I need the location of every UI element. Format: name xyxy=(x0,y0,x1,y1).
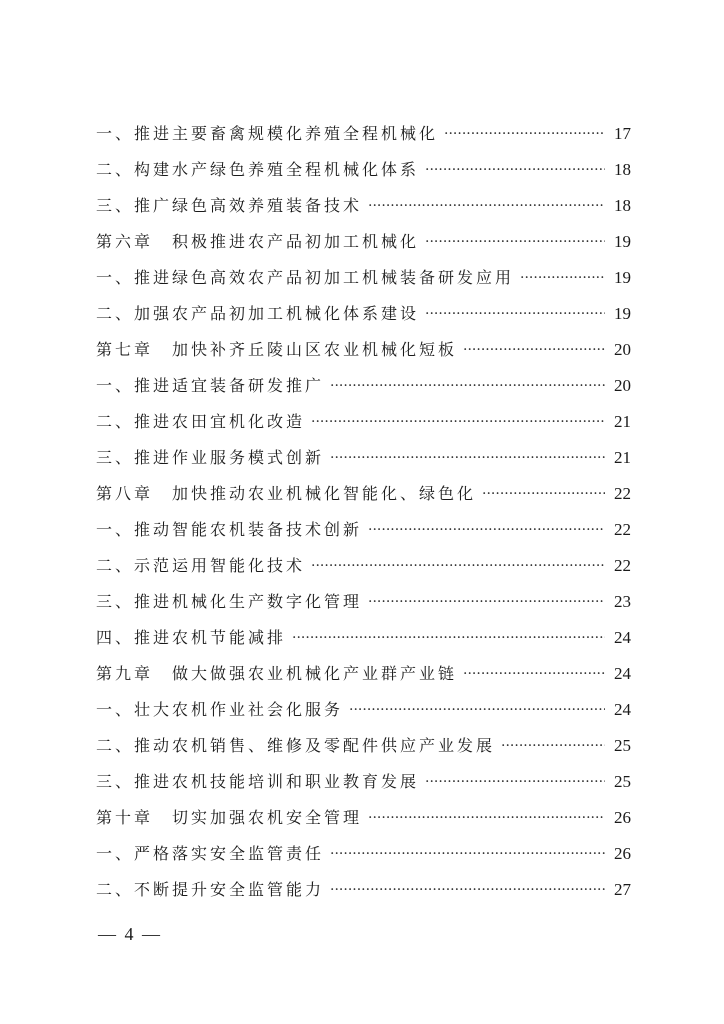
toc-page-number: 19 xyxy=(614,268,631,287)
toc-page-number: 26 xyxy=(614,844,631,863)
toc-page-number: 22 xyxy=(614,484,631,503)
toc-page-number: 21 xyxy=(614,412,631,431)
toc-section-entry[interactable] xyxy=(96,836,631,872)
toc-section-entry[interactable] xyxy=(96,512,631,548)
toc-entry-title: 一、推进主要畜禽规模化养殖全程机械化 xyxy=(96,124,439,143)
toc-dot-leader xyxy=(311,548,605,584)
toc-page-number: 20 xyxy=(614,376,631,395)
toc-page-number: 17 xyxy=(614,124,631,143)
toc-section-entry[interactable] xyxy=(96,584,631,620)
toc-page-number: 19 xyxy=(614,232,631,251)
toc-dot-leader xyxy=(349,692,605,728)
toc-section-entry[interactable] xyxy=(96,404,631,440)
toc-section-entry[interactable] xyxy=(96,152,631,188)
toc-section-entry[interactable] xyxy=(96,368,631,404)
toc-page-number: 27 xyxy=(614,880,631,899)
page-number: — 4 — xyxy=(98,924,162,944)
toc-entry-title: 三、推广绿色高效养殖装备技术 xyxy=(96,196,363,215)
toc-section-entry[interactable] xyxy=(96,116,631,152)
toc-entry-title: 三、推进机械化生产数字化管理 xyxy=(96,592,363,611)
toc-page-number: 20 xyxy=(614,340,631,359)
toc-dot-leader xyxy=(368,584,605,620)
toc-entry-title: 一、推进绿色高效农产品初加工机械装备研发应用 xyxy=(96,268,515,287)
toc-dot-leader xyxy=(463,656,605,692)
toc-page-number: 25 xyxy=(614,772,631,791)
toc-entry-title: 一、严格落实安全监管责任 xyxy=(96,844,325,863)
toc-chapter-entry[interactable] xyxy=(96,800,631,836)
toc-chapter-entry[interactable] xyxy=(96,332,631,368)
toc-entry-title: 三、推进作业服务模式创新 xyxy=(96,448,325,467)
toc-page-number: 21 xyxy=(614,448,631,467)
toc-entry-title: 一、推动智能农机装备技术创新 xyxy=(96,520,363,539)
toc-entry-title: 一、推进适宜装备研发推广 xyxy=(96,376,325,395)
toc-entry-title: 二、构建水产绿色养殖全程机械化体系 xyxy=(96,160,420,179)
toc-section-entry[interactable] xyxy=(96,260,631,296)
toc-chapter-entry[interactable] xyxy=(96,224,631,260)
toc-section-entry[interactable] xyxy=(96,872,631,908)
toc-dot-leader xyxy=(368,512,605,548)
toc-dot-leader xyxy=(368,188,605,224)
toc-entry-title: 第八章 加快推动农业机械化智能化、绿色化 xyxy=(96,484,477,503)
toc-entry-title: 二、推进农田宜机化改造 xyxy=(96,412,306,431)
toc-chapter-entry[interactable] xyxy=(96,476,631,512)
toc-page-number: 25 xyxy=(614,736,631,755)
toc-entry-title: 第十章 切实加强农机安全管理 xyxy=(96,808,363,827)
toc-dot-leader xyxy=(330,368,605,404)
toc-entry-title: 二、不断提升安全监管能力 xyxy=(96,880,325,899)
toc-dot-leader xyxy=(463,332,605,368)
toc-section-entry[interactable] xyxy=(96,188,631,224)
toc-page-number: 18 xyxy=(614,196,631,215)
toc-dot-leader xyxy=(330,836,605,872)
toc-entry-title: 第七章 加快补齐丘陵山区农业机械化短板 xyxy=(96,340,458,359)
toc-section-entry[interactable] xyxy=(96,548,631,584)
toc-entry-title: 第九章 做大做强农业机械化产业群产业链 xyxy=(96,664,458,683)
toc-section-entry[interactable] xyxy=(96,692,631,728)
toc-dot-leader xyxy=(292,620,605,656)
toc-entry-title: 第六章 积极推进农产品初加工机械化 xyxy=(96,232,420,251)
toc-section-entry[interactable] xyxy=(96,764,631,800)
toc-dot-leader xyxy=(425,296,605,332)
toc-dot-leader xyxy=(444,116,605,152)
toc-page-number: 22 xyxy=(614,556,631,575)
toc-dot-leader xyxy=(520,260,605,296)
toc-entry-title: 二、加强农产品初加工机械化体系建设 xyxy=(96,304,420,323)
table-of-contents xyxy=(96,116,631,908)
toc-page-number: 19 xyxy=(614,304,631,323)
toc-entry-title: 二、示范运用智能化技术 xyxy=(96,556,306,575)
toc-page-number: 18 xyxy=(614,160,631,179)
toc-dot-leader xyxy=(482,476,605,512)
toc-dot-leader xyxy=(425,764,605,800)
toc-section-entry[interactable] xyxy=(96,440,631,476)
toc-dot-leader xyxy=(501,728,605,764)
toc-page-number: 24 xyxy=(614,700,631,719)
toc-page-number: 22 xyxy=(614,520,631,539)
toc-entry-title: 一、壮大农机作业社会化服务 xyxy=(96,700,344,719)
toc-section-entry[interactable] xyxy=(96,728,631,764)
toc-chapter-entry[interactable] xyxy=(96,656,631,692)
toc-dot-leader xyxy=(425,152,605,188)
toc-entry-title: 四、推进农机节能减排 xyxy=(96,628,287,647)
toc-page-number: 26 xyxy=(614,808,631,827)
toc-entry-title: 三、推进农机技能培训和职业教育发展 xyxy=(96,772,420,791)
toc-dot-leader xyxy=(330,440,605,476)
toc-dot-leader xyxy=(368,800,605,836)
toc-entry-title: 二、推动农机销售、维修及零配件供应产业发展 xyxy=(96,736,496,755)
toc-dot-leader xyxy=(330,872,605,908)
toc-dot-leader xyxy=(311,404,605,440)
toc-section-entry[interactable] xyxy=(96,296,631,332)
toc-page-number: 24 xyxy=(614,628,631,647)
toc-section-entry[interactable] xyxy=(96,620,631,656)
toc-page-number: 23 xyxy=(614,592,631,611)
toc-page-number: 24 xyxy=(614,664,631,683)
toc-dot-leader xyxy=(425,224,605,260)
